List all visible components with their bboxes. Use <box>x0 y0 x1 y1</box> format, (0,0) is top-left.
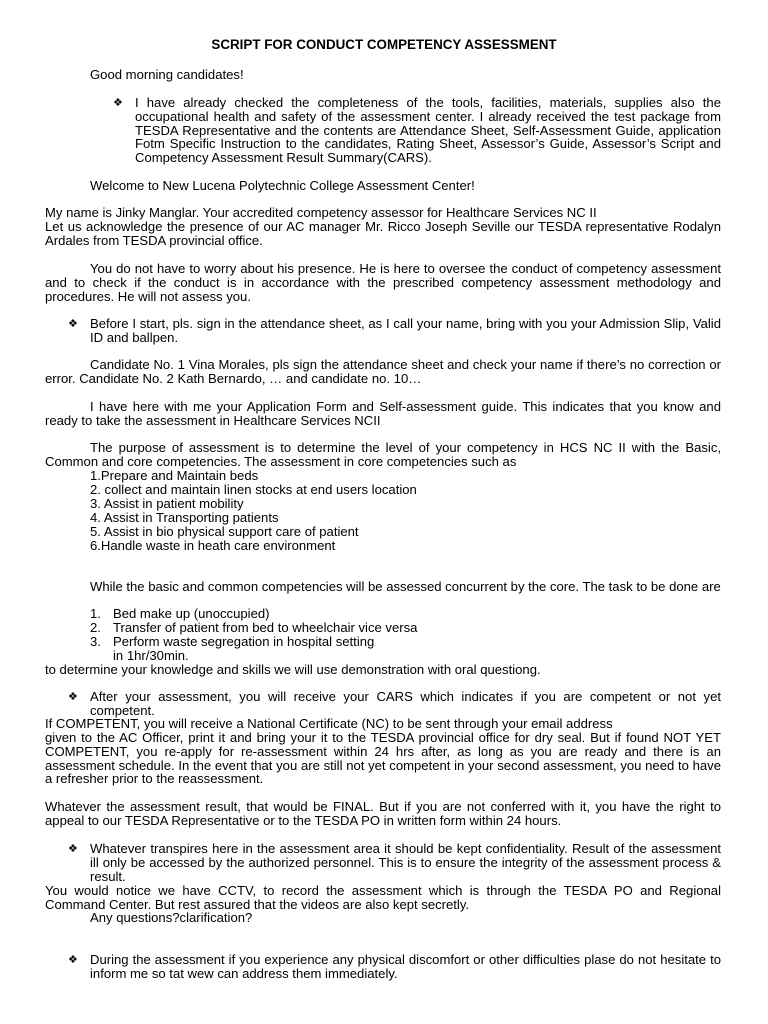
bullet-sign <box>68 317 721 345</box>
bullet-discomfort <box>68 953 721 981</box>
bullet-tools-text: I have already checked the completeness of the tools, facilities, materials, supplies also the occupational health and safety of the assessment center. I already received the test package from TESDA Representative and the contents are Attendance Sheet, Self-Assessment Guide, application Fotm Specific Instruction to the candidates, Rating Sheet, Assessor’s Guide, Assessor’s Script and Competency Assessment Result Summary(CARS). <box>135 95 721 166</box>
bullet-cars <box>68 690 721 718</box>
core-competencies-list <box>90 469 590 553</box>
questions-text: Any questions?clarification? <box>90 910 253 925</box>
list-text: Perform waste segregation in hospital setting <box>113 634 375 649</box>
bullet-icon: ❖ <box>68 842 78 855</box>
bullet-confidential <box>68 842 721 883</box>
purpose-paragraph: The purpose of assessment is to determine the level of your competency in HCS NC II with the Basic, Common and core competencies. The assessment in core competencies such as <box>45 440 721 469</box>
cctv-paragraph: You would notice we have CCTV, to record the assessment which is through the TESDA PO and Regional Command Center. But rest assured that the videos are also kept secretly. <box>45 883 721 912</box>
competent-paragraph: given to the AC Officer, print it and bring your it to the TESDA provincial office for dry seal. But if found NOT YET COMPETENT, you re-apply for re-assessment within 24 hrs after, as long as you are ready and there is an assessment schedule. In the event that you are still not yet competent in your second assessment, you need to have a refresher prior to the reassessment. <box>45 730 721 787</box>
determine-text: to determine your knowledge and skills we will use demonstration with oral questiong. <box>45 662 541 677</box>
list-number: 3. <box>90 634 101 649</box>
list-item: 6.Handle waste in heath care environment <box>90 538 336 553</box>
list-item: 2. collect and maintain linen stocks at end users location <box>90 482 417 497</box>
list-text: Bed make up (unoccupied) <box>113 606 270 621</box>
bullet-cars-text: After your assessment, you will receive your CARS which indicates if you are competent or not yet competent. <box>90 689 721 718</box>
basic-paragraph: While the basic and common competencies will be assessed concurrent by the core. The task to be done are <box>90 579 721 594</box>
bullet-icon: ❖ <box>68 317 78 330</box>
list-text: Transfer of patient from bed to wheelchair vice versa <box>113 620 418 635</box>
worry-paragraph: You do not have to worry about his presence. He is here to oversee the conduct of competency assessment and to check if the conduct is in accordance with the prescribed competency assessment methodology and procedures. He will not assess you. <box>45 261 721 304</box>
list-item: 1.Prepare and Maintain beds <box>90 468 259 483</box>
bullet-tools <box>113 96 721 165</box>
greeting: Good morning candidates! <box>90 67 244 82</box>
list-item: 5. Assist in bio physical support care of patient <box>90 524 359 539</box>
list-item <box>90 635 590 649</box>
bullet-confidential-text: Whatever transpires here in the assessment area it should be kept confidentiality. Result of the assessment ill only be accessed by the authorized personnel. This is to ensure the integrity of the assessment process & result. <box>90 841 721 884</box>
bullet-sign-text: Before I start, pls. sign in the attendance sheet, as I call your name, bring with you your Admission Slip, Valid ID and ballpen. <box>90 316 721 345</box>
welcome-text: Welcome to New Lucena Polytechnic College Assessment Center! <box>90 178 475 193</box>
candidates-paragraph: Candidate No. 1 Vina Morales, pls sign the attendance sheet and check your name if there’s no correction or error. Candidate No. 2 Kath Bernardo, … and candidate no. 10… <box>45 357 721 386</box>
intro-line-1: My name is Jinky Manglar. Your accredited competency assessor for Healthcare Services NC II <box>45 205 597 220</box>
bullet-icon: ❖ <box>68 690 78 703</box>
intro-line-2: Let us acknowledge the presence of our AC manager Mr. Ricco Joseph Seville our TESDA representative Rodalyn Ardales from TESDA provincial office. <box>45 219 721 248</box>
list-number: 1. <box>90 606 101 621</box>
list-number: 2. <box>90 620 101 635</box>
list-item: 3. Assist in patient mobility <box>90 496 244 511</box>
time-text: in 1hr/30min. <box>113 648 189 663</box>
list-item <box>90 621 590 635</box>
tasks-list <box>90 607 590 649</box>
bullet-discomfort-text: During the assessment if you experience any physical discomfort or other difficulties plase do not hesitate to inform me so tat wew can address them immediately. <box>90 952 721 981</box>
final-paragraph: Whatever the assessment result, that would be FINAL. But if you are not conferred with it, you have the right to appeal to our TESDA Representative or to the TESDA PO in written form within 24 hours. <box>45 799 721 828</box>
list-item: 4. Assist in Transporting patients <box>90 510 279 525</box>
competent-line-1: If COMPETENT, you will receive a National Certificate (NC) to be sent through your email address <box>45 716 613 731</box>
list-item <box>90 607 590 621</box>
document-title: SCRIPT FOR CONDUCT COMPETENCY ASSESSMENT <box>211 37 557 52</box>
application-paragraph: I have here with me your Application Form and Self-assessment guide. This indicates that you know and ready to take the assessment in Healthcare Services NCII <box>45 399 721 428</box>
bullet-icon: ❖ <box>113 96 123 109</box>
bullet-icon: ❖ <box>68 953 78 966</box>
